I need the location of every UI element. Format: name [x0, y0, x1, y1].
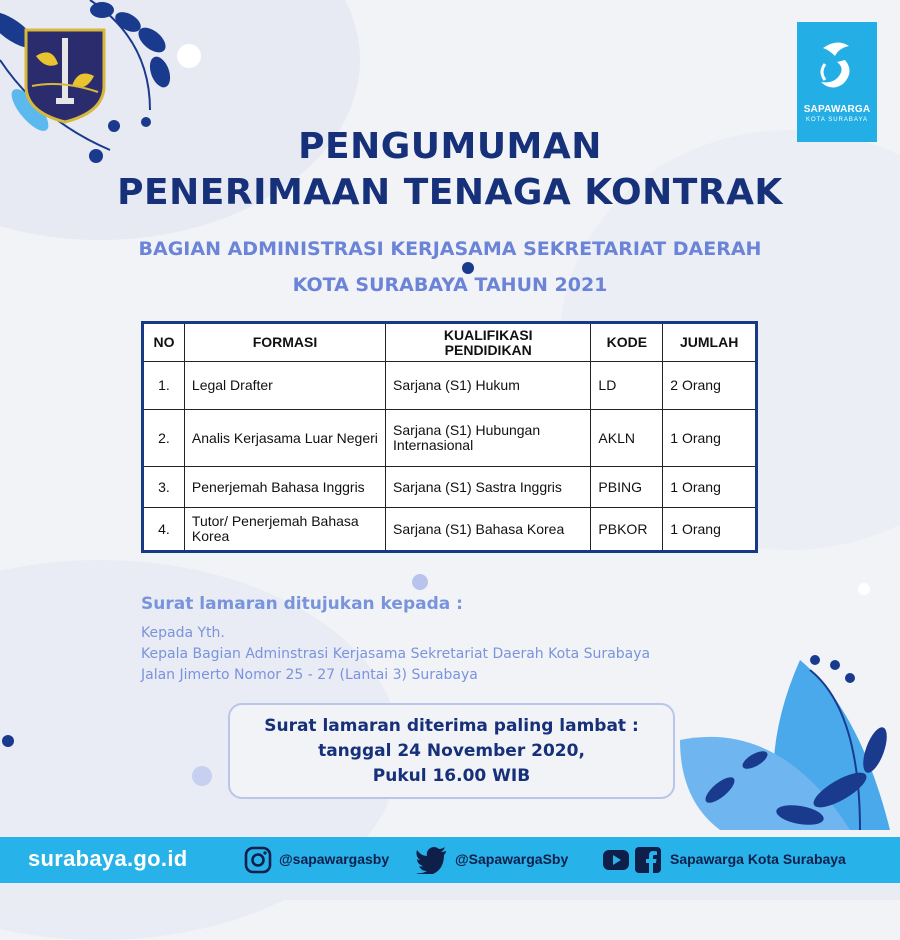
instagram-icon[interactable]	[244, 846, 272, 874]
header-no: NO	[143, 323, 185, 362]
cell-jumlah: 1 Orang	[663, 508, 757, 552]
page-title-line2: PENERIMAAN TENAGA KONTRAK	[117, 172, 783, 213]
twitter-handle[interactable]: @SapawargaSby	[455, 851, 569, 867]
application-line-2: Kepala Bagian Adminstrasi Kerjasama Sekretariat Daerah Kota Surabaya	[141, 646, 651, 662]
sapawarga-logo	[797, 22, 877, 142]
subtitle-line2: KOTA SURABAYA TAHUN 2021	[292, 274, 608, 296]
youtube-facebook-handle[interactable]: Sapawarga Kota Surabaya	[670, 851, 846, 867]
cell-no: 3.	[143, 467, 185, 508]
deadline-box	[228, 703, 675, 799]
facebook-icon[interactable]	[634, 846, 662, 874]
cell-no: 4.	[143, 508, 185, 552]
cell-jumlah: 2 Orang	[663, 362, 757, 410]
header-kualifikasi: KUALIFIKASI PENDIDIKAN	[386, 323, 591, 362]
youtube-icon[interactable]	[602, 846, 630, 874]
cell-no: 2.	[143, 410, 185, 467]
instagram-handle[interactable]: @sapawargasby	[279, 851, 390, 867]
vacancy-table	[141, 321, 758, 553]
application-line-1: Kepada Yth.	[141, 625, 225, 641]
cell-formasi: Penerjemah Bahasa Inggris	[184, 467, 385, 508]
website-link[interactable]: surabaya.go.id	[28, 846, 188, 871]
cell-jumlah: 1 Orang	[663, 410, 757, 467]
cell-kode: PBKOR	[591, 508, 663, 552]
header-kode: KODE	[591, 323, 663, 362]
subtitle-line1: BAGIAN ADMINISTRASI KERJASAMA SEKRETARIAT DAERAH	[138, 238, 762, 260]
cell-kode: AKLN	[591, 410, 663, 467]
footer-bottom-strip	[0, 883, 900, 900]
table-row	[143, 410, 757, 467]
cell-formasi: Analis Kerjasama Luar Negeri	[184, 410, 385, 467]
cell-kualifikasi: Sarjana (S1) Sastra Inggris	[386, 467, 591, 508]
cell-kode: PBING	[591, 467, 663, 508]
footer-bar	[0, 837, 900, 883]
table-row	[143, 362, 757, 410]
deadline-line-2: tanggal 24 November 2020,	[318, 741, 585, 761]
brand-name: SAPAWARGA	[803, 104, 871, 115]
twitter-icon[interactable]	[416, 846, 448, 874]
cell-kualifikasi: Sarjana (S1) Hukum	[386, 362, 591, 410]
header-jumlah: JUMLAH	[663, 323, 757, 362]
header-formasi: FORMASI	[184, 323, 385, 362]
cell-kualifikasi: Sarjana (S1) Hubungan Internasional	[386, 410, 591, 467]
cell-formasi: Tutor/ Penerjemah Bahasa Korea	[184, 508, 385, 552]
deadline-line-3: Pukul 16.00 WIB	[372, 766, 531, 786]
page-title-line1: PENGUMUMAN	[298, 126, 602, 167]
cell-formasi: Legal Drafter	[184, 362, 385, 410]
table-row	[143, 508, 757, 552]
deadline-line-1: Surat lamaran diterima paling lambat :	[264, 716, 639, 736]
cell-kualifikasi: Sarjana (S1) Bahasa Korea	[386, 508, 591, 552]
city-crest-icon	[22, 26, 108, 124]
cell-no: 1.	[143, 362, 185, 410]
table-row	[143, 467, 757, 508]
application-line-3: Jalan Jimerto Nomor 25 - 27 (Lantai 3) Surabaya	[141, 667, 478, 683]
table-header-row	[143, 323, 757, 362]
brand-subtitle: KOTA SURABAYA	[805, 117, 868, 123]
cell-kode: LD	[591, 362, 663, 410]
cell-jumlah: 1 Orang	[663, 467, 757, 508]
application-heading: Surat lamaran ditujukan kepada :	[141, 594, 463, 614]
sapawarga-logo-icon	[815, 36, 859, 100]
